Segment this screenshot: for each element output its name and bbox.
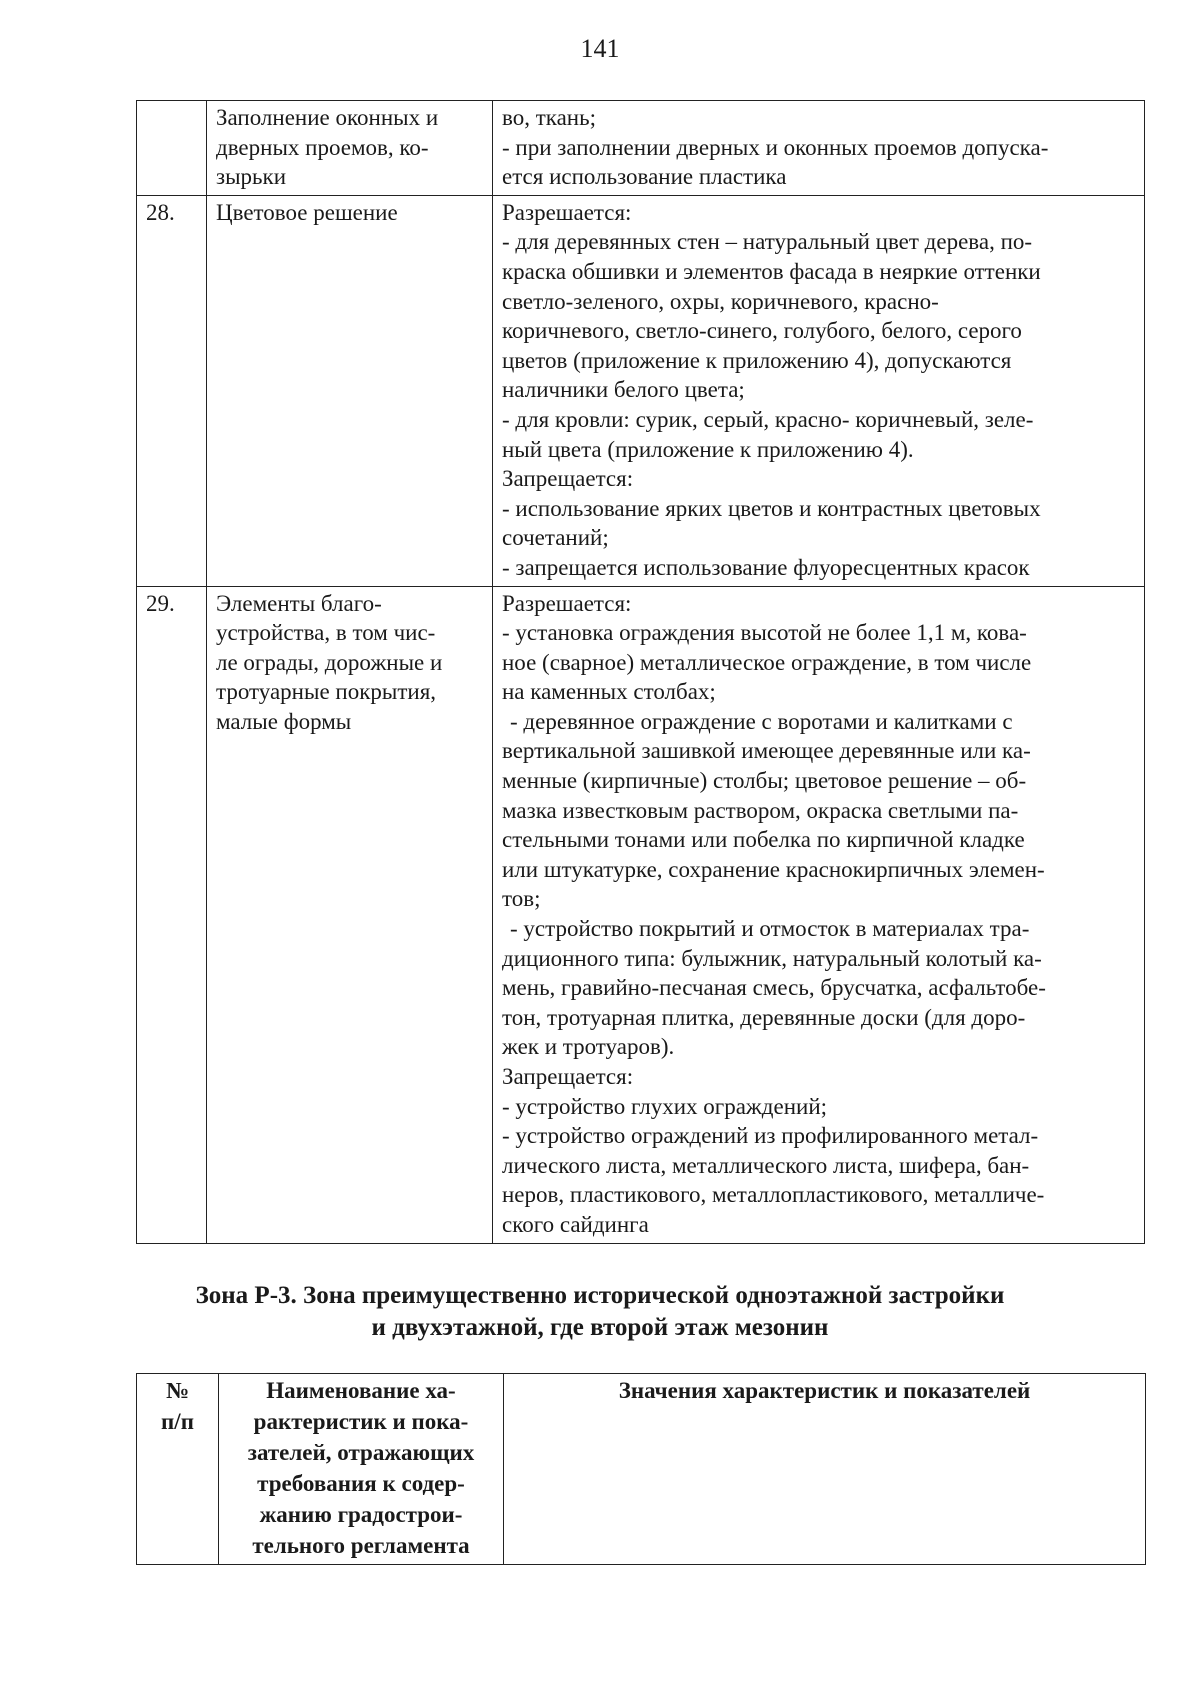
characteristic-name-line: ле ограды, дорожные и xyxy=(216,649,443,675)
characteristic-value-line: - запрещается использование флуоресцентных красок xyxy=(502,554,1030,580)
characteristic-name-cell xyxy=(207,195,493,586)
characteristic-name-line: Элементы благо- xyxy=(216,590,382,616)
characteristic-value-line: тон, тротуарная плитка, деревянные доски (для доро- xyxy=(502,1004,1026,1030)
characteristic-name-cell xyxy=(207,101,493,196)
characteristic-value-line: цветов (приложение к приложению 4), допускаются xyxy=(502,347,1012,373)
characteristic-value-line: Запрещается: xyxy=(502,1064,634,1089)
header-num-cell xyxy=(137,1374,219,1565)
table-row xyxy=(137,101,1145,196)
characteristic-value-line: лического листа, металлического листа, шифера, бан- xyxy=(502,1152,1030,1178)
characteristic-name-line: Заполнение оконных и xyxy=(216,105,439,130)
header-name-line: тельного регламента xyxy=(252,1533,470,1558)
characteristic-name-line: тротуарные покрытия, xyxy=(216,679,437,705)
characteristic-value-line: - установка ограждения высотой не более 1,1 м, кова- xyxy=(502,620,1027,646)
header-name-line: Наименование ха- xyxy=(266,1378,456,1403)
header-value-cell xyxy=(504,1374,1146,1565)
characteristic-value-line: - устройство покрытий и отмосток в материалах тра- xyxy=(510,916,1030,942)
characteristic-value-line: ное (сварное) металлическое ограждение, в том числе xyxy=(502,649,1032,675)
characteristic-name-cell xyxy=(207,586,493,1243)
row-number: 28. xyxy=(146,199,175,225)
header-num-line: п/п xyxy=(161,1409,194,1434)
characteristic-value-line: Запрещается: xyxy=(502,466,634,492)
characteristic-value-line: во, ткань; xyxy=(502,105,596,130)
characteristic-value-line: вертикальной зашивкой имеющее деревянные или ка- xyxy=(502,738,1031,764)
characteristic-value-cell xyxy=(493,195,1145,586)
zone-table xyxy=(136,1373,1146,1565)
characteristic-value-line: или штукатурке, сохранение краснокирпичных элемен- xyxy=(502,856,1045,882)
header-name-line: жанию градострои- xyxy=(259,1502,463,1527)
characteristic-name-line: Цветовое решение xyxy=(216,199,398,225)
regulations-table xyxy=(136,100,1145,1244)
characteristic-value-line: - использование ярких цветов и контрастных цветовых xyxy=(502,495,1041,521)
characteristic-value-line: тов; xyxy=(502,886,541,912)
header-value-label: Значения характеристик и показателей xyxy=(618,1378,1031,1403)
characteristic-value-line: менные (кирпичные) столбы; цветовое решение – об- xyxy=(502,768,1027,794)
header-name-cell xyxy=(219,1374,504,1565)
zone-heading-line-1: Зона Р-3. Зона преимущественно исторической одноэтажной застройки xyxy=(195,1282,1005,1309)
characteristic-value-line: - при заполнении дверных и оконных проемов допуска- xyxy=(502,134,1049,160)
header-num-line: № xyxy=(165,1378,190,1403)
characteristic-name-line: малые формы xyxy=(216,708,352,734)
zone-heading-line-2: и двухэтажной, где второй этаж мезонин xyxy=(371,1314,829,1341)
page-number: 141 xyxy=(580,34,620,63)
characteristic-value-line: Разрешается: xyxy=(502,199,632,225)
characteristic-value-line: Разрешается: xyxy=(502,590,632,616)
header-name-line: рактеристик и пока- xyxy=(253,1409,469,1434)
row-number-cell xyxy=(137,586,207,1243)
characteristic-value-line: на каменных столбах; xyxy=(502,679,716,705)
characteristic-name-line: дверных проемов, ко- xyxy=(216,134,429,160)
characteristic-value-line: - устройство глухих ограждений; xyxy=(502,1093,828,1119)
header-name-line: требования к содер- xyxy=(257,1471,465,1496)
characteristic-value-cell xyxy=(493,101,1145,196)
zone-table-header-row xyxy=(137,1374,1146,1565)
characteristic-value-line: коричневого, светло-синего, голубого, белого, серого xyxy=(502,318,1022,344)
characteristic-value-line: неров, пластикового, металлопластикового, металличе- xyxy=(502,1182,1045,1208)
row-number-cell xyxy=(137,101,207,196)
characteristic-value-line: - устройство ограждений из профилированного метал- xyxy=(502,1123,1039,1149)
characteristic-value-line: сочетаний; xyxy=(502,525,609,551)
characteristic-value-line: - деревянное ограждение с воротами и калитками с xyxy=(510,708,1013,734)
zone-heading xyxy=(0,1280,1200,1344)
characteristic-value-line: стельными тонами или побелка по кирпичной кладке xyxy=(502,827,1025,853)
characteristic-value-line: наличники белого цвета; xyxy=(502,377,745,403)
characteristic-value-line: - для кровли: сурик, серый, красно- коричневый, зеле- xyxy=(502,406,1034,432)
characteristic-value-line: ского сайдинга xyxy=(502,1211,649,1237)
characteristic-value-line: - для деревянных стен – натуральный цвет дерева, по- xyxy=(502,229,1033,255)
table-row xyxy=(137,195,1145,586)
characteristic-value-line: ный цвета (приложение к приложению 4). xyxy=(502,436,914,462)
characteristic-value-line: диционного типа: булыжник, натуральный колотый ка- xyxy=(502,945,1042,971)
header-name-line: зателей, отражающих xyxy=(247,1440,475,1465)
characteristic-value-cell xyxy=(493,586,1145,1243)
table-row xyxy=(137,586,1145,1243)
characteristic-value-line: ется использование пластика xyxy=(502,164,787,190)
characteristic-name-line: зырьки xyxy=(216,164,287,190)
characteristic-value-line: мазка известковым раствором, окраска светлыми па- xyxy=(502,797,1019,823)
characteristic-value-line: мень, гравийно-песчаная смесь, брусчатка, асфальтобе- xyxy=(502,975,1046,1001)
row-number-cell xyxy=(137,195,207,586)
characteristic-name-line: устройства, в том чис- xyxy=(216,620,436,646)
characteristic-value-line: жек и тротуаров). xyxy=(502,1034,675,1060)
characteristic-value-line: краска обшивки и элементов фасада в неяркие оттенки xyxy=(502,258,1041,284)
row-number: 29. xyxy=(146,590,175,616)
characteristic-value-line: светло-зеленого, охры, коричневого, красно- xyxy=(502,288,939,314)
